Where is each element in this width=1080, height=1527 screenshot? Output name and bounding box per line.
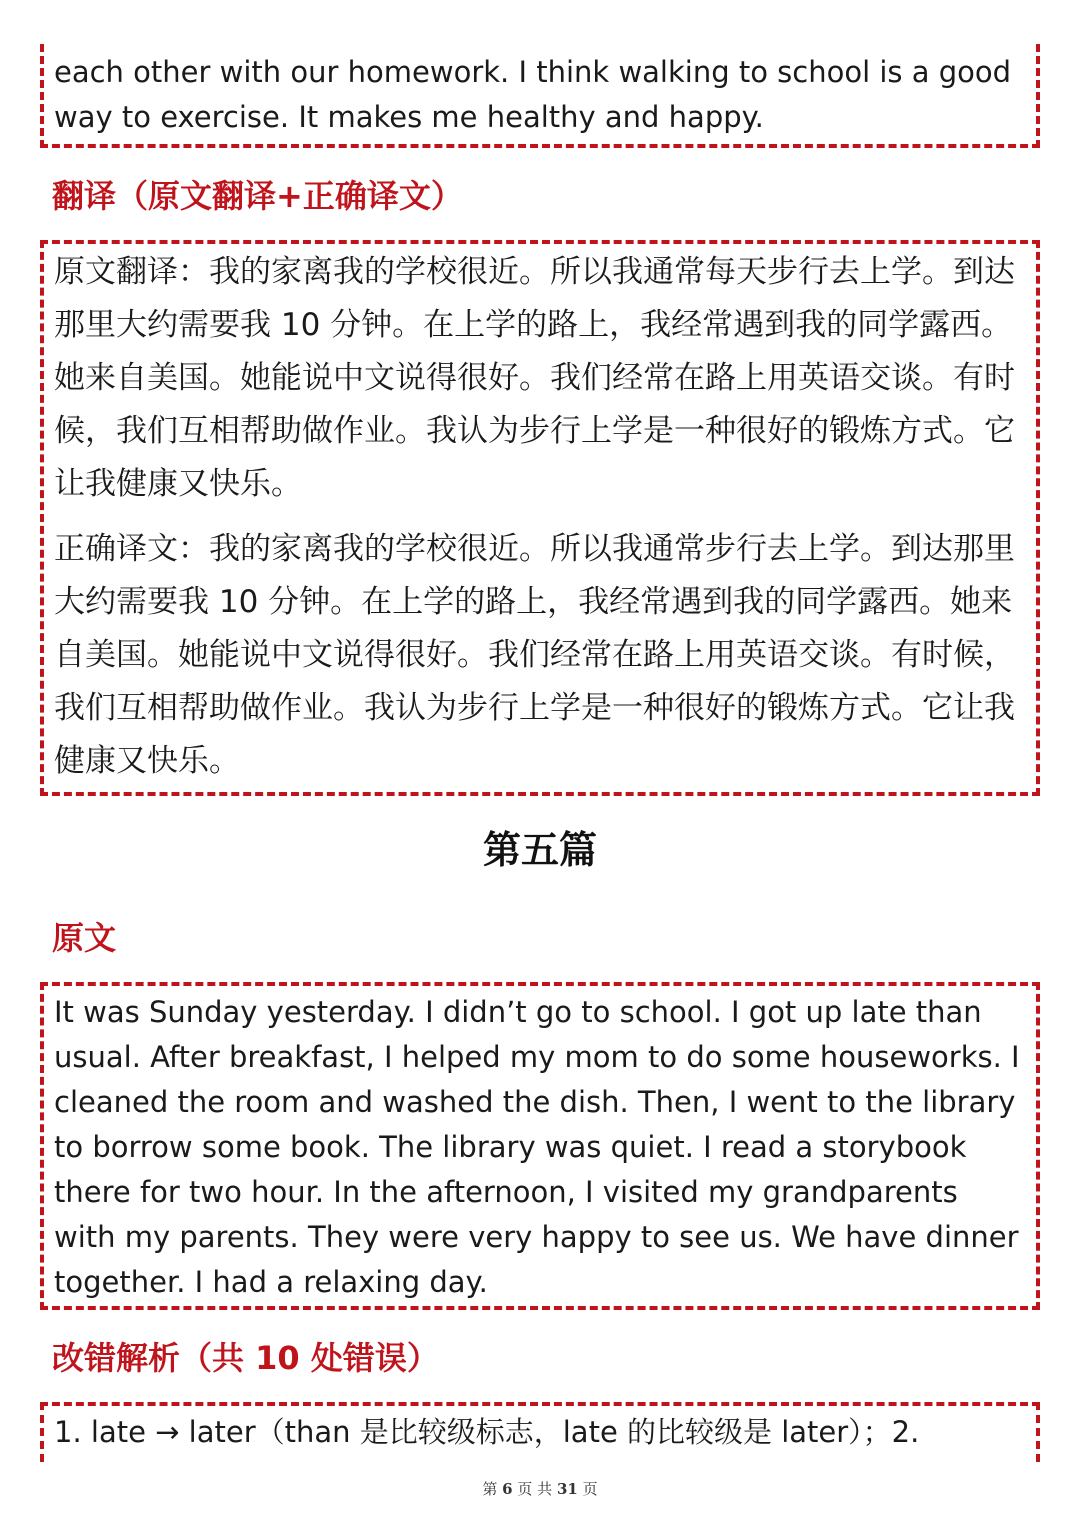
original-translation-paragraph: 原文翻译：我的家离我的学校很近。所以我通常每天步行去上学。到达那里大约需要我 10 分钟。在上学的路上，我经常遇到我的同学露西。她来自美国。她能说中文说得很好。我们经常在路上用英语交谈。有时候，我们互相帮助做作业。我认为步行上学是一种很好的锻炼方式。它让我健康又快乐。 (54, 254, 1015, 502)
passage-continuation-text: each other with our homework. I think walking to school is a good way to exercise. It makes me healthy and happy. (54, 55, 1012, 134)
footer-middle: 页 共 (517, 1480, 553, 1498)
error-analysis-text: 1. late → later（than 是比较级标志，late 的比较级是 later）；2. (54, 1415, 920, 1449)
original-text-paragraph: It was Sunday yesterday. I didn’t go to school. I got up late than usual. After breakfast, I helped my mom to do some houseworks. I cleaned the room and washed the dish. Then, I went to the library to borrow some book. The library was quiet. I read a storybook there for two hour. In the afternoon, I visited my grandparents with my parents. They were very happy to see us. We have dinner together. I had a relaxing day. (54, 995, 1020, 1299)
section-title: 第五篇 (482, 828, 597, 872)
footer-prefix: 第 (482, 1480, 498, 1498)
translation-heading: 翻译（原文翻译+正确译文） (52, 177, 463, 215)
translation-box (40, 240, 1040, 796)
passage-continuation-box (40, 44, 1040, 148)
error-analysis-box (40, 1402, 1040, 1462)
page-footer (0, 1478, 1080, 1499)
total-page-number: 31 (556, 1480, 578, 1498)
current-page-number: 6 (502, 1480, 513, 1498)
error-analysis-heading: 改错解析（共 10 处错误） (52, 1339, 439, 1377)
original-text-heading: 原文 (52, 919, 117, 957)
correct-translation-paragraph: 正确译文：我的家离我的学校很近。所以我通常步行去上学。到达那里大约需要我 10 分钟。在上学的路上，我经常遇到我的同学露西。她来自美国。她能说中文说得很好。我们经常在路上用英语交谈。有时候，我们互相帮助做作业。我认为步行上学是一种很好的锻炼方式。它让我健康又快乐。 (54, 531, 1015, 779)
original-text-box (40, 982, 1040, 1310)
footer-suffix: 页 (582, 1480, 598, 1498)
